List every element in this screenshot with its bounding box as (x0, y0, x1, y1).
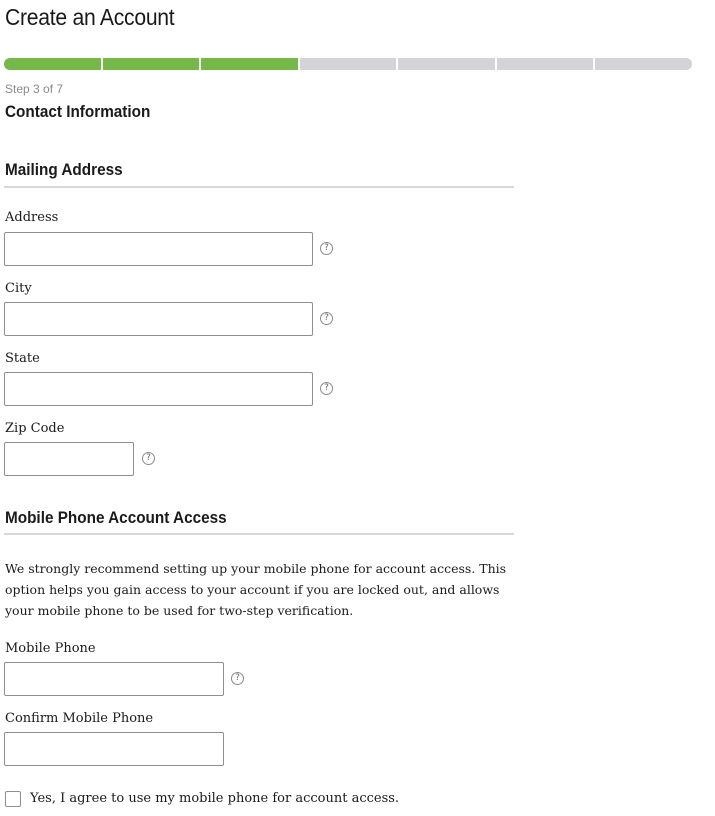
progress-step-4 (298, 58, 397, 70)
section-divider (4, 533, 514, 535)
address-input[interactable] (4, 232, 313, 266)
state-help-icon[interactable]: ? (320, 382, 333, 395)
city-label: City (5, 281, 32, 296)
mobile-access-description: We strongly recommend setting up your mobile phone for account access. This option helps you gain access to your account if you are locked out, and allows your mobile phone to be used for two-step verification. (5, 561, 507, 618)
state-input[interactable] (4, 372, 313, 406)
page-title: Create an Account (5, 4, 175, 30)
mobile-phone-input[interactable] (4, 662, 224, 696)
section-subtitle: Contact Information (5, 102, 151, 121)
mobile-access-heading: Mobile Phone Account Access (5, 508, 227, 527)
section-divider (4, 186, 514, 188)
agree-checkbox-label[interactable]: Yes, I agree to use my mobile phone for account access. (30, 791, 400, 806)
city-input[interactable] (4, 302, 313, 336)
progress-step-2 (101, 58, 200, 70)
agree-checkbox[interactable] (5, 791, 21, 807)
mailing-address-heading: Mailing Address (5, 160, 123, 179)
progress-step-1 (4, 58, 101, 70)
address-label: Address (5, 210, 59, 225)
progress-step-7 (593, 58, 692, 70)
progress-step-3 (199, 58, 298, 70)
zip-code-help-icon[interactable]: ? (142, 452, 155, 465)
zip-code-label: Zip Code (5, 421, 65, 436)
progress-step-6 (495, 58, 594, 70)
progress-step-5 (396, 58, 495, 70)
confirm-mobile-phone-input[interactable] (4, 732, 224, 766)
confirm-mobile-phone-label: Confirm Mobile Phone (5, 711, 154, 726)
step-indicator: Step 3 of 7 (5, 82, 64, 96)
progress-bar (4, 58, 692, 70)
zip-code-input[interactable] (4, 442, 134, 476)
mobile-phone-label: Mobile Phone (5, 641, 96, 656)
city-help-icon[interactable]: ? (320, 312, 333, 325)
mobile-phone-help-icon[interactable]: ? (231, 672, 244, 685)
state-label: State (5, 351, 40, 366)
address-help-icon[interactable]: ? (320, 242, 333, 255)
